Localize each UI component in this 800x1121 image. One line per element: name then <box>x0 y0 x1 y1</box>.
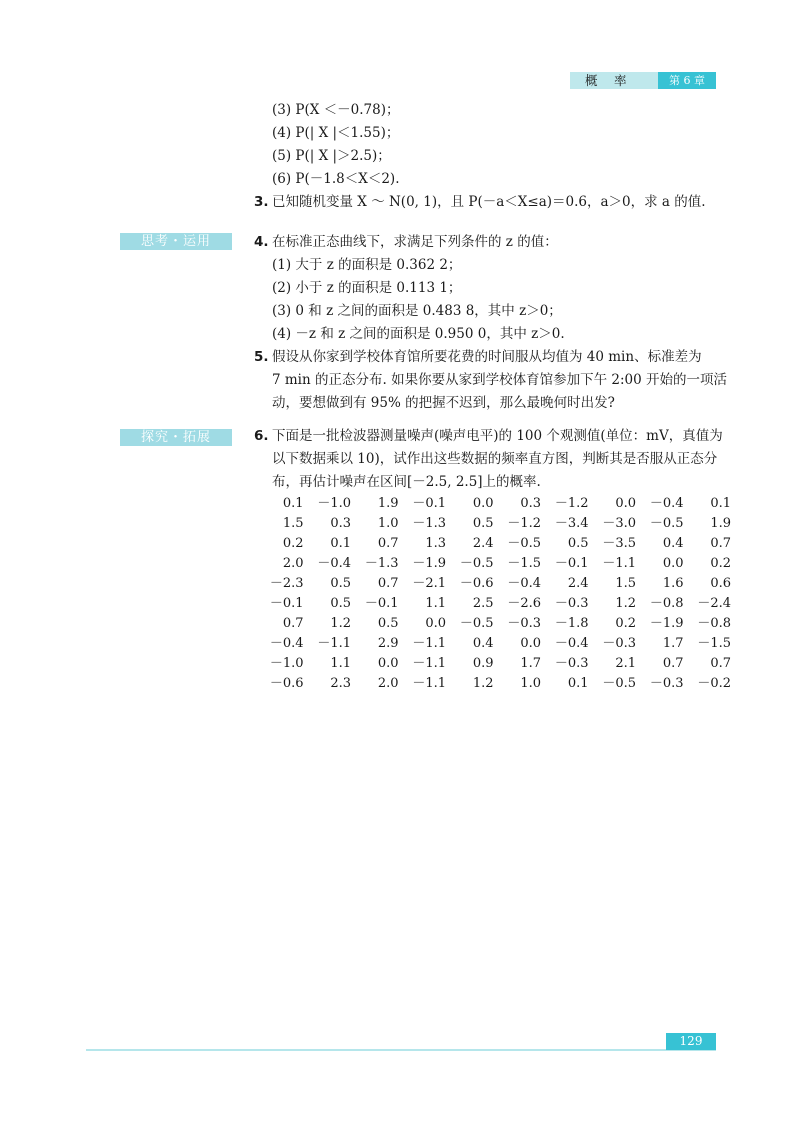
table-cell: 2.1 <box>615 656 636 671</box>
table-cell: －1.2 <box>507 516 541 531</box>
noise-data-table <box>258 494 733 694</box>
table-cell: －1.5 <box>697 636 731 651</box>
table-cell: 0.5 <box>377 616 399 631</box>
table-cell: 1.5 <box>282 516 304 531</box>
table-cell: 0.7 <box>282 616 304 631</box>
table-cell: 2.0 <box>377 676 399 691</box>
table-cell: 2.4 <box>472 536 494 551</box>
question-4-sub-4: (4) －z 和 z 之间的面积是 0.950 0，其中 z＞0. <box>272 326 565 342</box>
table-cell: －0.6 <box>269 676 304 691</box>
chapter-badge: 第 6 章 <box>658 72 716 89</box>
table-cell: 0.3 <box>330 516 351 531</box>
table-cell: 0.0 <box>425 616 446 631</box>
table-cell: －1.1 <box>412 636 446 651</box>
table-cell: 0.0 <box>472 496 494 511</box>
table-row <box>258 494 733 514</box>
table-cell: －1.1 <box>412 676 446 691</box>
table-cell: －0.8 <box>649 596 684 611</box>
table-cell: －0.3 <box>602 636 636 651</box>
question-6-line-3: 布，再估计噪声在区间[－2.5, 2.5]上的概率. <box>272 474 541 490</box>
table-cell: 2.4 <box>567 576 589 591</box>
table-cell: 1.2 <box>330 616 351 631</box>
table-cell: －1.9 <box>412 556 446 571</box>
table-cell: －2.1 <box>412 576 446 591</box>
table-row <box>258 574 733 594</box>
table-cell: 0.1 <box>710 496 731 511</box>
table-cell: －1.1 <box>412 656 446 671</box>
table-cell: －0.8 <box>697 616 731 631</box>
question-4-sub-2: (2) 小于 z 的面积是 0.113 1； <box>272 280 462 296</box>
table-cell: －0.3 <box>507 616 541 631</box>
table-cell: 0.0 <box>615 496 636 511</box>
table-cell: －3.0 <box>602 516 636 531</box>
table-cell: 1.6 <box>662 576 684 591</box>
table-cell: 1.2 <box>615 596 636 611</box>
table-cell: 1.5 <box>615 576 636 591</box>
table-cell: 0.0 <box>377 656 399 671</box>
table-cell: 1.1 <box>330 656 351 671</box>
table-row <box>258 634 733 654</box>
table-cell: －3.4 <box>554 516 589 531</box>
question-6-line-1: 下面是一批检波器测量噪声(噪声电平)的 100 个观测值(单位：mV，真值为 <box>272 428 723 444</box>
table-cell: －1.9 <box>649 616 684 631</box>
table-cell: 1.7 <box>520 656 541 671</box>
table-cell: 0.5 <box>330 576 351 591</box>
table-cell: －0.4 <box>554 636 589 651</box>
table-cell: 0.2 <box>615 616 636 631</box>
question-5-line-3: 动，要想做到有 95% 的把握不迟到，那么最晚何时出发? <box>272 395 615 411</box>
table-cell: －1.3 <box>412 516 446 531</box>
table-cell: －0.1 <box>554 556 589 571</box>
table-cell: 1.0 <box>377 516 399 531</box>
table-cell: 1.1 <box>425 596 446 611</box>
table-cell: 0.5 <box>472 516 494 531</box>
table-cell: －1.2 <box>554 496 589 511</box>
table-cell: 2.9 <box>377 636 399 651</box>
chapter-title: 概 率 <box>585 73 629 88</box>
table-cell: 0.5 <box>330 596 351 611</box>
table-cell: －0.5 <box>459 616 494 631</box>
table-cell: －1.3 <box>364 556 399 571</box>
table-cell: 0.0 <box>520 636 541 651</box>
footer-rule <box>86 1049 716 1051</box>
table-cell: －2.4 <box>697 596 731 611</box>
table-cell: 1.2 <box>472 676 494 691</box>
table-cell: 0.7 <box>662 656 684 671</box>
table-cell: －1.1 <box>317 636 351 651</box>
table-cell: －0.4 <box>649 496 684 511</box>
table-row <box>258 674 733 694</box>
table-cell: 0.1 <box>330 536 351 551</box>
table-cell: －0.2 <box>697 676 731 691</box>
section-tag-explore: 探究・拓展 <box>120 429 232 446</box>
table-cell: 2.3 <box>330 676 351 691</box>
table-cell: 0.1 <box>282 496 304 511</box>
table-cell: 0.9 <box>472 656 494 671</box>
table-cell: 0.4 <box>472 636 494 651</box>
table-cell: 1.3 <box>425 536 446 551</box>
question-6-line-2: 以下数据乘以 10)，试作出这些数据的频率直方图，判断其是否服从正态分 <box>272 451 718 467</box>
table-cell: －0.3 <box>554 656 589 671</box>
table-cell: －0.5 <box>507 536 541 551</box>
section-tag-apply: 思考・运用 <box>120 233 232 250</box>
table-cell: －0.6 <box>459 576 494 591</box>
table-row <box>258 614 733 634</box>
table-cell: 1.7 <box>662 636 684 651</box>
table-cell: 0.1 <box>567 676 589 691</box>
question-4-number: 4. <box>254 234 269 250</box>
question-5-line-1: 假设从你家到学校体育馆所要花费的时间服从均值为 40 min、标准差为 <box>272 349 702 365</box>
table-cell: 1.9 <box>377 496 399 511</box>
question-4-sub-1: (1) 大于 z 的面积是 0.362 2； <box>272 257 462 273</box>
item-3: (3) P(X ＜－0.78)； <box>272 102 400 118</box>
table-cell: －1.1 <box>602 556 636 571</box>
table-cell: －0.4 <box>507 576 541 591</box>
table-cell: －0.1 <box>412 496 446 511</box>
table-cell: －0.4 <box>269 636 304 651</box>
page-number: 129 <box>666 1033 716 1050</box>
table-cell: 0.0 <box>662 556 684 571</box>
table-cell: 1.0 <box>520 676 541 691</box>
table-cell: －0.5 <box>459 556 494 571</box>
table-cell: －0.5 <box>649 516 684 531</box>
table-cell: －0.1 <box>269 596 304 611</box>
table-cell: 0.7 <box>710 656 731 671</box>
table-cell: －1.8 <box>554 616 589 631</box>
table-cell: 0.3 <box>520 496 541 511</box>
table-cell: 0.5 <box>567 536 589 551</box>
table-cell: 0.6 <box>710 576 731 591</box>
table-cell: 0.2 <box>710 556 731 571</box>
table-cell: －0.3 <box>554 596 589 611</box>
table-cell: 2.5 <box>472 596 494 611</box>
question-5-line-2: 7 min 的正态分布. 如果你要从家到学校体育馆参加下午 2:00 开始的一项活 <box>272 372 727 388</box>
question-3-text: 已知随机变量 X ～ N(0, 1)，且 P(－a＜X≤a)＝0.6，a＞0，求 a 的值. <box>272 194 706 210</box>
table-cell: －1.0 <box>269 656 304 671</box>
item-6: (6) P(－1.8＜X＜2). <box>272 171 400 187</box>
table-cell: －0.5 <box>602 676 636 691</box>
table-cell: －0.3 <box>649 676 684 691</box>
question-3-number: 3. <box>254 194 269 210</box>
table-cell: －1.0 <box>317 496 351 511</box>
table-cell: 0.4 <box>662 536 684 551</box>
table-cell: 0.2 <box>282 536 304 551</box>
table-cell: －0.1 <box>364 596 399 611</box>
table-cell: 0.7 <box>377 536 399 551</box>
table-cell: －0.4 <box>317 556 351 571</box>
table-cell: －2.3 <box>269 576 304 591</box>
table-cell: －3.5 <box>602 536 636 551</box>
question-6-number: 6. <box>254 428 269 444</box>
table-cell: 0.7 <box>377 576 399 591</box>
table-row <box>258 654 733 674</box>
table-cell: 1.9 <box>710 516 731 531</box>
item-5: (5) P(| X |＞2.5)； <box>272 148 391 164</box>
table-cell: 2.0 <box>282 556 304 571</box>
table-row <box>258 554 733 574</box>
question-5-number: 5. <box>254 349 269 365</box>
question-4-sub-3: (3) 0 和 z 之间的面积是 0.483 8，其中 z＞0； <box>272 303 562 319</box>
table-cell: －1.5 <box>507 556 541 571</box>
table-row <box>258 534 733 554</box>
table-cell: 0.7 <box>710 536 731 551</box>
question-4-text: 在标准正态曲线下，求满足下列条件的 z 的值： <box>272 234 558 250</box>
table-cell: －2.6 <box>507 596 541 611</box>
table-row <box>258 514 733 534</box>
item-4: (4) P(| X |＜1.55)； <box>272 125 400 141</box>
table-row <box>258 594 733 614</box>
